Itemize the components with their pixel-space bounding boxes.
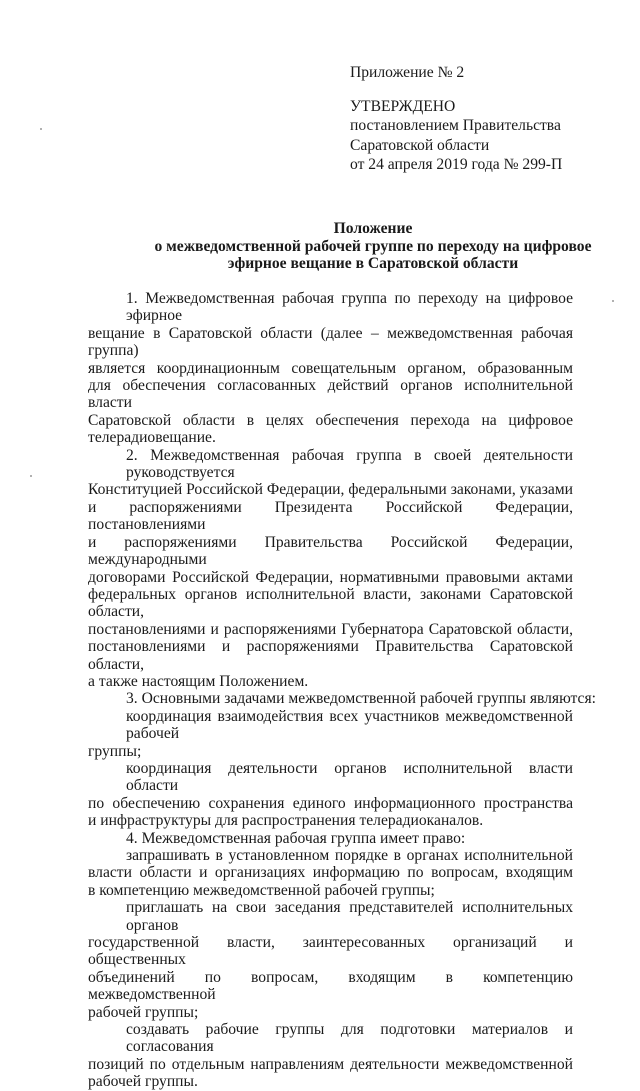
paragraph-line: координация деятельности органов исполнительной власти области [126, 759, 573, 795]
paragraph-line: для обеспечения согласованных действий органов исполнительной власти [88, 377, 573, 412]
paragraph [88, 760, 573, 830]
paragraph-line: телерадиовещание. [88, 429, 216, 447]
paragraph-line: постановлениями и распоряжениями Губернатора Саратовской области, [88, 620, 573, 638]
paragraph-line: а также настоящим Положением. [88, 672, 309, 690]
paragraph [88, 847, 573, 899]
paragraph-line: координация взаимодействия всех участников межведомственной рабочей [126, 707, 573, 743]
paragraph-line: 3. Основными задачами межведомственной рабочей группы являются: [126, 690, 596, 708]
document-title [88, 220, 640, 273]
paragraph [88, 447, 573, 691]
paragraph-line: создавать рабочие группы для подготовки материалов и согласования [126, 1021, 573, 1056]
paragraph-line: и инфраструктуры для распространения телерадиоканалов. [88, 812, 484, 830]
paragraph-line: в компетенцию межведомственной рабочей группы; [88, 881, 435, 899]
paragraph-line: Конституцией Российской Федерации, федеральными законами, указами [88, 481, 573, 499]
paragraph [88, 1021, 573, 1091]
paragraph [88, 708, 573, 760]
paragraph-line: договорами Российской Федерации, нормативными правовыми актами [88, 568, 573, 586]
paragraph-line: позиций по отдельным направлениям деятельности межведомственной [88, 1055, 573, 1073]
paragraph [88, 290, 573, 447]
scan-speck [612, 300, 614, 302]
approval-header [350, 63, 562, 175]
paragraph [88, 830, 573, 847]
approved-by-line: от 24 апреля 2019 года № 299-П [350, 156, 563, 174]
approved-label: УТВЕРЖДЕНО [350, 97, 456, 115]
paragraph-line: рабочей группы; [88, 1003, 199, 1021]
paragraph-line: вещание в Саратовской области (далее – межведомственная рабочая группа) [88, 324, 573, 360]
paragraph-line: рабочей группы. [88, 1073, 198, 1091]
scan-speck [40, 128, 42, 130]
paragraph [88, 899, 573, 1021]
paragraph-line: 2. Межведомственная рабочая группа в своей деятельности руководствуется [126, 446, 573, 482]
paragraph-line: государственной власти, заинтересованных организаций и общественных [88, 934, 573, 969]
approved-by-line: Саратовской области [350, 136, 490, 154]
paragraph-line: по обеспечению сохранения единого информационного пространства [88, 794, 573, 812]
paragraph [88, 690, 596, 708]
title-line: о межведомственной рабочей группе по переходу на цифровое [154, 237, 592, 255]
paragraph-line: группы; [88, 742, 142, 760]
paragraph-line: 4. Межведомственная рабочая группа имеет право: [126, 829, 466, 847]
paragraph-line: объединений по вопросам, входящим в компетенцию межведомственной [88, 968, 573, 1004]
approved-by-line: постановлением Правительства [350, 117, 561, 135]
paragraph-line: запрашивать в установленном порядке в органах исполнительной [126, 847, 573, 864]
paragraph-line: является координационным совещательным органом, образованным [88, 359, 573, 377]
title-line: эфирное вещание в Саратовской области [227, 255, 519, 273]
paragraph-line: федеральных органов исполнительной власти, законами Саратовской области, [88, 585, 573, 621]
paragraph-line: Саратовской области в целях обеспечения перехода на цифровое [88, 411, 573, 429]
scan-speck [30, 475, 32, 477]
title-line: Положение [333, 220, 413, 237]
appendix-label: Приложение № 2 [350, 64, 465, 81]
paragraph-line: 1. Межведомственная рабочая группа по переходу на цифровое эфирное [126, 290, 573, 325]
paragraph-line: власти области и организациях информацию по вопросам, входящим [88, 864, 573, 882]
paragraph-line: постановлениями и распоряжениями Правительства Саратовской области, [88, 638, 573, 673]
paragraph-line: приглашать на свои заседания представителей исполнительных органов [126, 899, 573, 934]
document-body [88, 290, 596, 1091]
paragraph-line: и распоряжениями Президента Российской Федерации, постановлениями [88, 498, 573, 534]
paragraph-line: и распоряжениями Правительства Российской Федерации, международными [88, 533, 573, 569]
